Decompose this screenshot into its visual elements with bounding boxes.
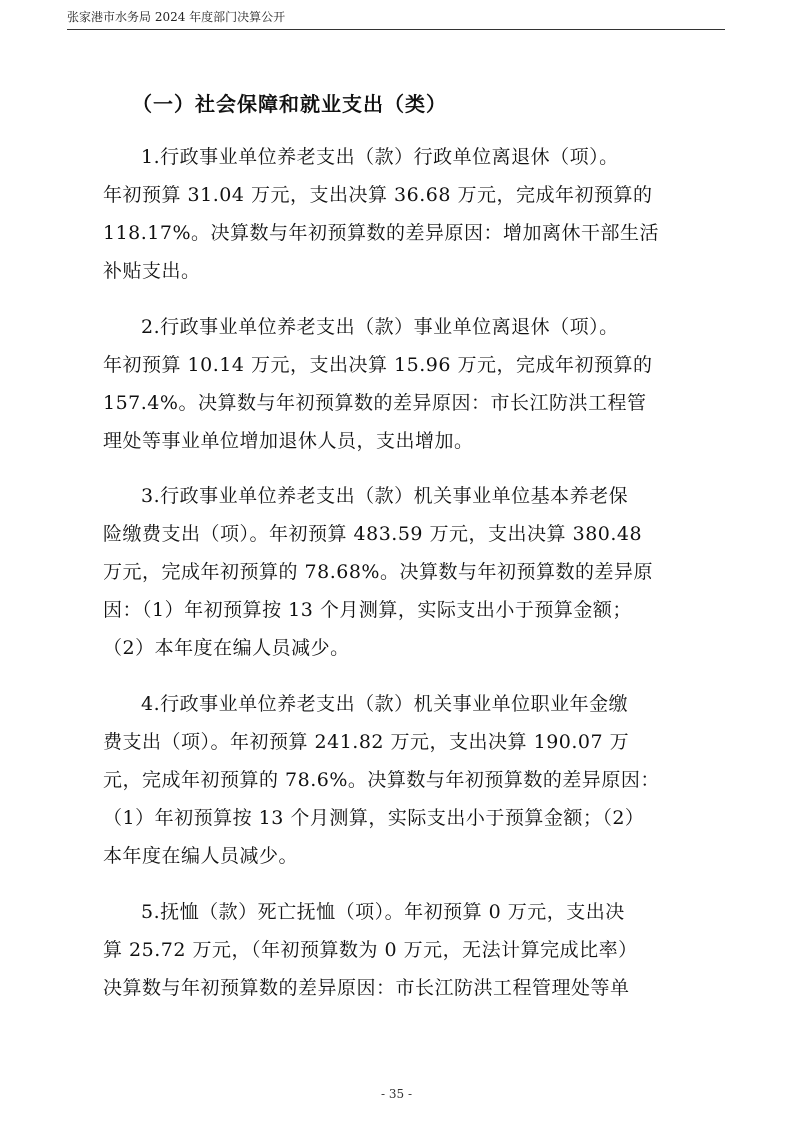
paragraph-line: 险缴费支出（项）。年初预算 483.59 万元，支出决算 380.48 [103,523,643,545]
header-divider [67,29,725,30]
paragraph-line: 算 25.72 万元，（年初预算数为 0 万元，无法计算完成比率） [103,939,638,961]
paragraph-line: 本年度在编人员减少。 [103,845,299,867]
paragraph-line: 157.4%。决算数与年初预算数的差异原因：市长江防洪工程管 [103,392,647,414]
page-number: - 35 - [380,1087,412,1101]
paragraph-line: 1.行政事业单位养老支出（款）行政单位离退休（项）。 [141,146,619,168]
paragraph-line: 补贴支出。 [103,260,201,282]
running-header: 张家港市水务局 2024 年度部门决算公开 [67,10,286,24]
section-heading: （一）社会保障和就业支出（类） [132,92,447,116]
paragraph-line: 理处等事业单位增加退休人员，支出增加。 [103,430,474,452]
paragraph-line: 2.行政事业单位养老支出（款）事业单位离退休（项）。 [141,316,619,338]
paragraph-line: 4.行政事业单位养老支出（款）机关事业单位职业年金缴 [141,693,629,715]
paragraph-line: 费支出（项）。年初预算 241.82 万元，支出决算 190.07 万 [103,731,630,753]
paragraph-line: 因：（1）年初预算按 13 个月测算，实际支出小于预算金额； [103,599,632,621]
paragraph-line: 5.抚恤（款）死亡抚恤（项）。年初预算 0 万元，支出决 [141,901,625,923]
paragraph-line: 3.行政事业单位养老支出（款）机关事业单位基本养老保 [141,485,629,507]
paragraph-line: 年初预算 31.04 万元，支出决算 36.68 万元，完成年初预算的 [103,184,653,206]
paragraph-line: 万元，完成年初预算的 78.68%。决算数与年初预算数的差异原 [103,561,653,583]
paragraph-line: 决算数与年初预算数的差异原因：市长江防洪工程管理处等单 [103,977,630,999]
paragraph-line: （1）年初预算按 13 个月测算，实际支出小于预算金额；（2） [103,807,645,829]
paragraph-line: 118.17%。决算数与年初预算数的差异原因：增加离休干部生活 [103,222,660,244]
paragraph-line: （2）本年度在编人员减少。 [103,637,350,659]
paragraph-line: 元，完成年初预算的 78.6%。决算数与年初预算数的差异原因： [103,769,660,791]
paragraph-line: 年初预算 10.14 万元，支出决算 15.96 万元，完成年初预算的 [103,354,653,376]
